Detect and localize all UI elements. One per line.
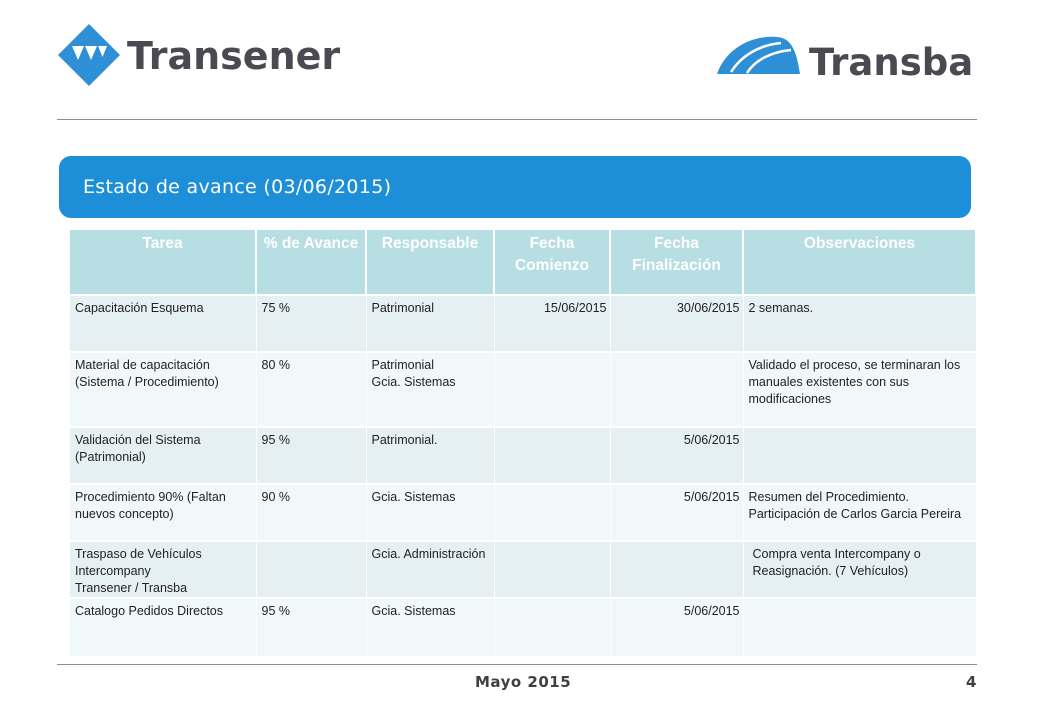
- header-avance: % de Avance: [256, 230, 366, 295]
- section-banner: [59, 156, 971, 218]
- cell-responsable: Patrimonial.: [366, 427, 494, 484]
- cell-avance: 90 %: [256, 484, 366, 541]
- cell-avance: 80 %: [256, 352, 366, 427]
- cell-responsable: Gcia. Administración: [366, 541, 494, 598]
- cell-fecha-finalizacion: 5/06/2015: [610, 484, 743, 541]
- header-tarea: Tarea: [70, 230, 256, 295]
- cell-avance: [256, 541, 366, 598]
- cell-avance: 95 %: [256, 598, 366, 657]
- cell-fecha-finalizacion: [610, 352, 743, 427]
- cell-fecha-comienzo: [494, 484, 610, 541]
- cell-fecha-finalizacion: 5/06/2015: [610, 598, 743, 657]
- progress-table: [70, 230, 977, 658]
- transener-diamond-logo-icon: [58, 22, 348, 88]
- transba-logo: [703, 32, 985, 82]
- footer-divider: [57, 664, 977, 665]
- cell-responsable: Gcia. Sistemas: [366, 598, 494, 657]
- cell-tarea: Procedimiento 90% (Faltan nuevos concepto): [70, 484, 256, 541]
- cell-fecha-comienzo: [494, 427, 610, 484]
- cell-fecha-comienzo: [494, 541, 610, 598]
- table-row: [70, 295, 976, 352]
- transba-arc-logo-icon: [703, 32, 985, 82]
- transba-logo-text: Transba: [809, 41, 974, 82]
- header-fecha-comienzo: Fecha Comienzo: [494, 230, 610, 295]
- table-header-row: [70, 230, 976, 295]
- cell-responsable: Gcia. Sistemas: [366, 484, 494, 541]
- table-row: [70, 484, 976, 541]
- cell-fecha-comienzo: [494, 352, 610, 427]
- table-row: [70, 541, 976, 598]
- cell-responsable: Patrimonial Gcia. Sistemas: [366, 352, 494, 427]
- cell-observaciones: Resumen del Procedimiento. Participación de Carlos Garcia Pereira: [743, 484, 976, 541]
- cell-avance: 95 %: [256, 427, 366, 484]
- cell-observaciones: [743, 427, 976, 484]
- footer-date: Mayo 2015: [475, 673, 572, 691]
- cell-observaciones: Validado el proceso, se terminaran los manuales existentes con sus modificaciones: [743, 352, 976, 427]
- transener-logo-text: Transener: [127, 34, 341, 78]
- table-row: [70, 352, 976, 427]
- cell-observaciones: 2 semanas.: [743, 295, 976, 352]
- cell-tarea: Catalogo Pedidos Directos: [70, 598, 256, 657]
- cell-tarea: Traspaso de Vehículos Intercompany Transener / Transba: [70, 541, 256, 598]
- cell-fecha-finalizacion: 5/06/2015: [610, 427, 743, 484]
- header-fecha-finalizacion: Fecha Finalización: [610, 230, 743, 295]
- cell-fecha-comienzo: 15/06/2015: [494, 295, 610, 352]
- table-row: [70, 427, 976, 484]
- cell-tarea: Capacitación Esquema: [70, 295, 256, 352]
- cell-fecha-finalizacion: 30/06/2015: [610, 295, 743, 352]
- cell-fecha-comienzo: [494, 598, 610, 657]
- cell-avance: 75 %: [256, 295, 366, 352]
- header-responsable: Responsable: [366, 230, 494, 295]
- table-row: [70, 598, 976, 657]
- cell-tarea: Material de capacitación (Sistema / Procedimiento): [70, 352, 256, 427]
- banner-title: Estado de avance (03/06/2015): [83, 176, 392, 198]
- header-observaciones: Observaciones: [743, 230, 976, 295]
- cell-fecha-finalizacion: [610, 541, 743, 598]
- cell-tarea: Validación del Sistema (Patrimonial): [70, 427, 256, 484]
- cell-observaciones: Compra venta Intercompany o Reasignación. (7 Vehículos): [743, 541, 976, 598]
- header-divider: [57, 119, 977, 120]
- transener-logo: [58, 22, 348, 88]
- cell-responsable: Patrimonial: [366, 295, 494, 352]
- cell-observaciones: [743, 598, 976, 657]
- page-number: 4: [966, 673, 977, 691]
